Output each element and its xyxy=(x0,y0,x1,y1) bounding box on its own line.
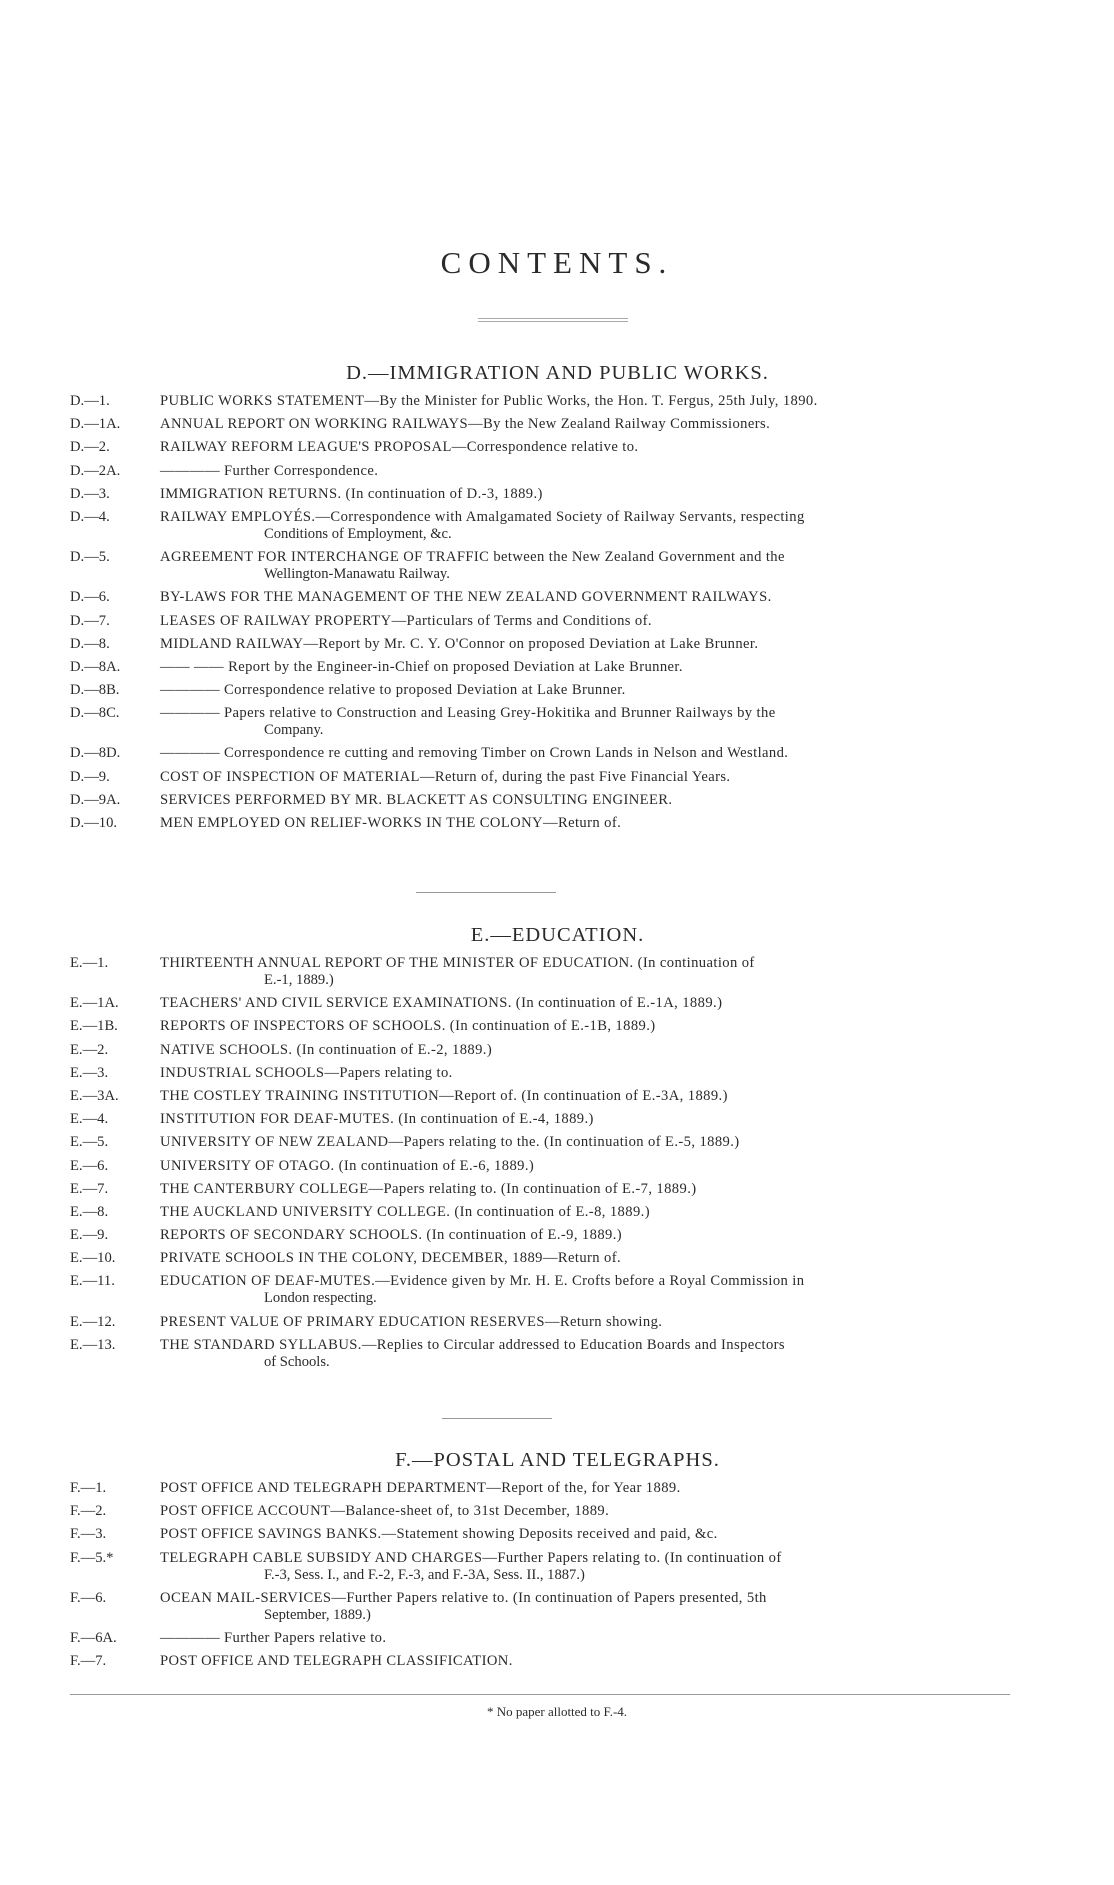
paper-title-block xyxy=(160,745,1045,762)
contents-entry xyxy=(70,1526,1045,1543)
paper-title: ———— Further Correspondence. xyxy=(160,462,379,479)
paper-title-block xyxy=(160,1314,1045,1331)
paper-title: PRESENT VALUE OF PRIMARY EDUCATION RESERVES—Return showing. xyxy=(160,1313,663,1330)
contents-entry xyxy=(70,393,1045,410)
paper-title-block xyxy=(160,1042,1045,1059)
paper-title: BY-LAWS FOR THE MANAGEMENT OF THE NEW ZEALAND GOVERNMENT RAILWAYS. xyxy=(160,589,772,606)
contents-entry xyxy=(70,705,1045,739)
section-immigration-public-works xyxy=(70,362,1045,838)
paper-title: IMMIGRATION RETURNS. (In continuation of D.-3, 1889.) xyxy=(160,485,543,502)
contents-entry xyxy=(70,1111,1045,1128)
paper-title: THE STANDARD SYLLABUS.—Replies to Circular addressed to Education Boards and Inspectors xyxy=(160,1336,785,1353)
paper-code: D.—8A. xyxy=(70,658,121,675)
paper-title-block xyxy=(160,416,1045,433)
contents-entry xyxy=(70,589,1045,606)
paper-title: THE COSTLEY TRAINING INSTITUTION—Report of. (In continuation of E.-3A, 1889.) xyxy=(160,1087,728,1104)
paper-title-block xyxy=(160,393,1045,410)
paper-title-block xyxy=(160,1204,1045,1221)
paper-title-continuation: Company. xyxy=(264,722,324,739)
page-title: CONTENTS. xyxy=(440,245,674,280)
paper-code: D.—7. xyxy=(70,612,110,629)
paper-code: D.—10. xyxy=(70,815,118,831)
paper-title-block xyxy=(160,955,1045,989)
paper-title: PRIVATE SCHOOLS IN THE COLONY, DECEMBER, 1889—Return of. xyxy=(160,1250,622,1267)
paper-code: E.—10. xyxy=(70,1250,116,1267)
paper-title-continuation: F.-3, Sess. I., and F.-2, F.-3, and F.-3A, Sess. II., 1887.) xyxy=(264,1566,585,1583)
paper-title-block xyxy=(160,1181,1045,1198)
footnote-rule xyxy=(70,1694,1010,1695)
paper-title: REPORTS OF INSPECTORS OF SCHOOLS. (In continuation of E.-1B, 1889.) xyxy=(160,1018,656,1035)
contents-entry xyxy=(70,1227,1045,1244)
contents-entry xyxy=(70,995,1045,1012)
paper-title-block xyxy=(160,1065,1045,1082)
paper-code: D.—9. xyxy=(70,768,110,785)
paper-title: SERVICES PERFORMED BY MR. BLACKETT AS CONSULTING ENGINEER. xyxy=(160,791,673,808)
contents-entry xyxy=(70,745,1045,762)
paper-title-block xyxy=(160,659,1045,676)
paper-title-continuation: of Schools. xyxy=(264,1353,330,1370)
contents-entry xyxy=(70,1181,1045,1198)
paper-code: E.—1. xyxy=(70,955,109,971)
contents-entry xyxy=(70,1204,1045,1221)
paper-title-block xyxy=(160,1590,1045,1624)
paper-title: PUBLIC WORKS STATEMENT—By the Minister for Public Works, the Hon. T. Fergus, 25th July, 1890. xyxy=(160,393,818,409)
paper-code: E.—3. xyxy=(70,1064,109,1081)
paper-code: E.—7. xyxy=(70,1180,109,1197)
contents-entry xyxy=(70,1088,1045,1105)
paper-title: —— —— Report by the Engineer-in-Chief on proposed Deviation at Lake Brunner. xyxy=(160,658,683,675)
paper-title: ———— Further Papers relative to. xyxy=(160,1629,387,1646)
paper-code: D.—9A. xyxy=(70,791,121,808)
contents-entry xyxy=(70,1273,1045,1307)
paper-title-block xyxy=(160,1227,1045,1244)
contents-entry xyxy=(70,1065,1045,1082)
paper-title-block xyxy=(160,1480,1045,1497)
paper-title-block xyxy=(160,613,1045,630)
contents-entry xyxy=(70,1480,1045,1497)
contents-entry xyxy=(70,1630,1045,1647)
paper-title-block xyxy=(160,486,1045,503)
paper-title: ———— Correspondence re cutting and removing Timber on Crown Lands in Nelson and Westland. xyxy=(160,745,789,762)
contents-entry xyxy=(70,815,1045,832)
paper-code: E.—12. xyxy=(70,1313,116,1330)
contents-entry xyxy=(70,792,1045,809)
paper-code: F.—1. xyxy=(70,1480,107,1496)
paper-title-block xyxy=(160,589,1045,606)
contents-entry xyxy=(70,659,1045,676)
paper-title: UNIVERSITY OF OTAGO. (In continuation of E.-6, 1889.) xyxy=(160,1157,535,1174)
contents-entry xyxy=(70,439,1045,456)
paper-code: D.—8C. xyxy=(70,705,120,722)
contents-entry xyxy=(70,1018,1045,1035)
paper-title: TEACHERS' AND CIVIL SERVICE EXAMINATIONS. (In continuation of E.-1A, 1889.) xyxy=(160,995,723,1012)
paper-title-continuation: E.-1, 1889.) xyxy=(264,972,334,988)
paper-title: UNIVERSITY OF NEW ZEALAND—Papers relating to the. (In continuation of E.-5, 1889.) xyxy=(160,1134,740,1151)
section-divider xyxy=(442,1418,552,1419)
section-postal-telegraphs xyxy=(70,1449,1045,1676)
paper-title: AGREEMENT FOR INTERCHANGE OF TRAFFIC between the New Zealand Government and the xyxy=(160,549,785,566)
section-heading: F.—POSTAL AND TELEGRAPHS. xyxy=(395,1449,720,1471)
paper-code: E.—13. xyxy=(70,1336,116,1353)
contents-entry xyxy=(70,1653,1045,1670)
paper-title-block xyxy=(160,792,1045,809)
contents-entry xyxy=(70,1134,1045,1151)
paper-title: NATIVE SCHOOLS. (In continuation of E.-2, 1889.) xyxy=(160,1041,493,1058)
paper-title: RAILWAY EMPLOYÉS.—Correspondence with Amalgamated Society of Railway Servants, respecting xyxy=(160,508,805,525)
contents-entry xyxy=(70,463,1045,480)
paper-title-block xyxy=(160,1337,1045,1371)
paper-code: F.—5.* xyxy=(70,1549,114,1566)
paper-title-block xyxy=(160,549,1045,583)
paper-code: D.—8D. xyxy=(70,745,121,762)
contents-entry xyxy=(70,549,1045,583)
paper-title-block xyxy=(160,1630,1045,1647)
paper-title-block xyxy=(160,1111,1045,1128)
paper-title-block xyxy=(160,1653,1045,1670)
paper-title-block xyxy=(160,1250,1045,1267)
paper-title-block xyxy=(160,1273,1045,1307)
paper-title: TELEGRAPH CABLE SUBSIDY AND CHARGES—Further Papers relating to. (In continuation of xyxy=(160,1549,782,1566)
paper-title: OCEAN MAIL-SERVICES—Further Papers relative to. (In continuation of Papers presented, 5th xyxy=(160,1589,767,1606)
paper-title-block xyxy=(160,509,1045,543)
paper-title: POST OFFICE AND TELEGRAPH CLASSIFICATION. xyxy=(160,1653,513,1670)
section-education xyxy=(70,924,1045,1377)
paper-title: EDUCATION OF DEAF-MUTES.—Evidence given by Mr. H. E. Crofts before a Royal Commission in xyxy=(160,1273,805,1290)
paper-title: THIRTEENTH ANNUAL REPORT OF THE MINISTER OF EDUCATION. (In continuation of xyxy=(160,955,755,971)
paper-title-block xyxy=(160,1550,1045,1584)
paper-title-block xyxy=(160,769,1045,786)
contents-entry xyxy=(70,1337,1045,1371)
contents-entry xyxy=(70,682,1045,699)
paper-title-block xyxy=(160,682,1045,699)
paper-code: D.—8B. xyxy=(70,682,120,699)
paper-code: F.—6. xyxy=(70,1589,107,1606)
section-heading: E.—EDUCATION. xyxy=(470,924,645,946)
contents-entry xyxy=(70,1590,1045,1624)
paper-code: D.—2A. xyxy=(70,462,121,479)
paper-title-block xyxy=(160,995,1045,1012)
paper-title: MEN EMPLOYED ON RELIEF-WORKS IN THE COLONY—Return of. xyxy=(160,815,622,831)
contents-entry xyxy=(70,486,1045,503)
paper-code: D.—1A. xyxy=(70,416,121,433)
contents-entry xyxy=(70,1550,1045,1584)
paper-title-block xyxy=(160,705,1045,739)
paper-code: E.—2. xyxy=(70,1041,109,1058)
paper-title: POST OFFICE SAVINGS BANKS.—Statement showing Deposits received and paid, &c. xyxy=(160,1526,718,1543)
paper-title: ANNUAL REPORT ON WORKING RAILWAYS—By the New Zealand Railway Commissioners. xyxy=(160,416,771,433)
paper-code: D.—2. xyxy=(70,439,110,456)
paper-title: THE AUCKLAND UNIVERSITY COLLEGE. (In continuation of E.-8, 1889.) xyxy=(160,1203,650,1220)
contents-entry xyxy=(70,769,1045,786)
paper-code: D.—8. xyxy=(70,635,110,652)
paper-title-block xyxy=(160,1018,1045,1035)
footnote: * No paper allotted to F.-4. xyxy=(486,1704,628,1719)
paper-code: D.—6. xyxy=(70,589,110,606)
section-heading: D.—IMMIGRATION AND PUBLIC WORKS. xyxy=(346,362,769,384)
paper-title: MIDLAND RAILWAY—Report by Mr. C. Y. O'Connor on proposed Deviation at Lake Brunner. xyxy=(160,635,759,652)
paper-code: E.—11. xyxy=(70,1273,115,1290)
contents-entry xyxy=(70,955,1045,989)
paper-code: E.—4. xyxy=(70,1111,109,1128)
paper-title-block xyxy=(160,636,1045,653)
paper-code: D.—3. xyxy=(70,485,110,502)
paper-title-continuation: London respecting. xyxy=(264,1290,377,1307)
paper-title-block xyxy=(160,1134,1045,1151)
paper-code: E.—1A. xyxy=(70,995,119,1012)
paper-title: REPORTS OF SECONDARY SCHOOLS. (In continuation of E.-9, 1889.) xyxy=(160,1227,623,1244)
paper-title: LEASES OF RAILWAY PROPERTY—Particulars of Terms and Conditions of. xyxy=(160,612,652,629)
contents-entry xyxy=(70,1042,1045,1059)
paper-title-block xyxy=(160,463,1045,480)
paper-code: E.—5. xyxy=(70,1134,109,1151)
paper-code: E.—8. xyxy=(70,1203,109,1220)
section-divider xyxy=(416,892,556,893)
paper-title-continuation: September, 1889.) xyxy=(264,1606,371,1623)
paper-title-block xyxy=(160,1526,1045,1543)
paper-title-block xyxy=(160,439,1045,456)
contents-entry xyxy=(70,1314,1045,1331)
paper-title: INDUSTRIAL SCHOOLS—Papers relating to. xyxy=(160,1064,453,1081)
paper-title-block xyxy=(160,815,1045,832)
paper-code: F.—7. xyxy=(70,1653,107,1670)
contents-entry xyxy=(70,636,1045,653)
paper-title: INSTITUTION FOR DEAF-MUTES. (In continuation of E.-4, 1889.) xyxy=(160,1111,594,1128)
paper-code: E.—3A. xyxy=(70,1087,119,1104)
paper-code: D.—5. xyxy=(70,549,110,566)
paper-code: E.—6. xyxy=(70,1157,109,1174)
contents-entry xyxy=(70,1503,1045,1520)
paper-code: D.—4. xyxy=(70,508,110,525)
paper-title: COST OF INSPECTION OF MATERIAL—Return of, during the past Five Financial Years. xyxy=(160,768,731,785)
paper-title: POST OFFICE ACCOUNT—Balance-sheet of, to 31st December, 1889. xyxy=(160,1503,610,1520)
paper-code: F.—3. xyxy=(70,1526,107,1543)
paper-title-continuation: Wellington-Manawatu Railway. xyxy=(264,566,450,583)
paper-title: THE CANTERBURY COLLEGE—Papers relating to. (In continuation of E.-7, 1889.) xyxy=(160,1180,697,1197)
paper-title: ———— Papers relative to Construction and Leasing Grey-Hokitika and Brunner Railways by the xyxy=(160,705,776,722)
paper-title-block xyxy=(160,1503,1045,1520)
paper-title: ———— Correspondence relative to proposed Deviation at Lake Brunner. xyxy=(160,682,626,699)
paper-code: E.—1B. xyxy=(70,1018,118,1035)
paper-code: E.—9. xyxy=(70,1227,109,1244)
paper-title: POST OFFICE AND TELEGRAPH DEPARTMENT—Report of the, for Year 1889. xyxy=(160,1480,681,1496)
paper-title-block xyxy=(160,1158,1045,1175)
contents-entry xyxy=(70,1158,1045,1175)
contents-entry xyxy=(70,613,1045,630)
contents-entry xyxy=(70,416,1045,433)
contents-entry xyxy=(70,1250,1045,1267)
paper-code: F.—2. xyxy=(70,1503,107,1520)
paper-title: RAILWAY REFORM LEAGUE'S PROPOSAL—Correspondence relative to. xyxy=(160,439,639,456)
paper-code: D.—1. xyxy=(70,393,110,409)
title-rule xyxy=(478,318,628,322)
paper-code: F.—6A. xyxy=(70,1629,117,1646)
paper-title-block xyxy=(160,1088,1045,1105)
paper-title-continuation: Conditions of Employment, &c. xyxy=(264,525,452,542)
contents-entry xyxy=(70,509,1045,543)
